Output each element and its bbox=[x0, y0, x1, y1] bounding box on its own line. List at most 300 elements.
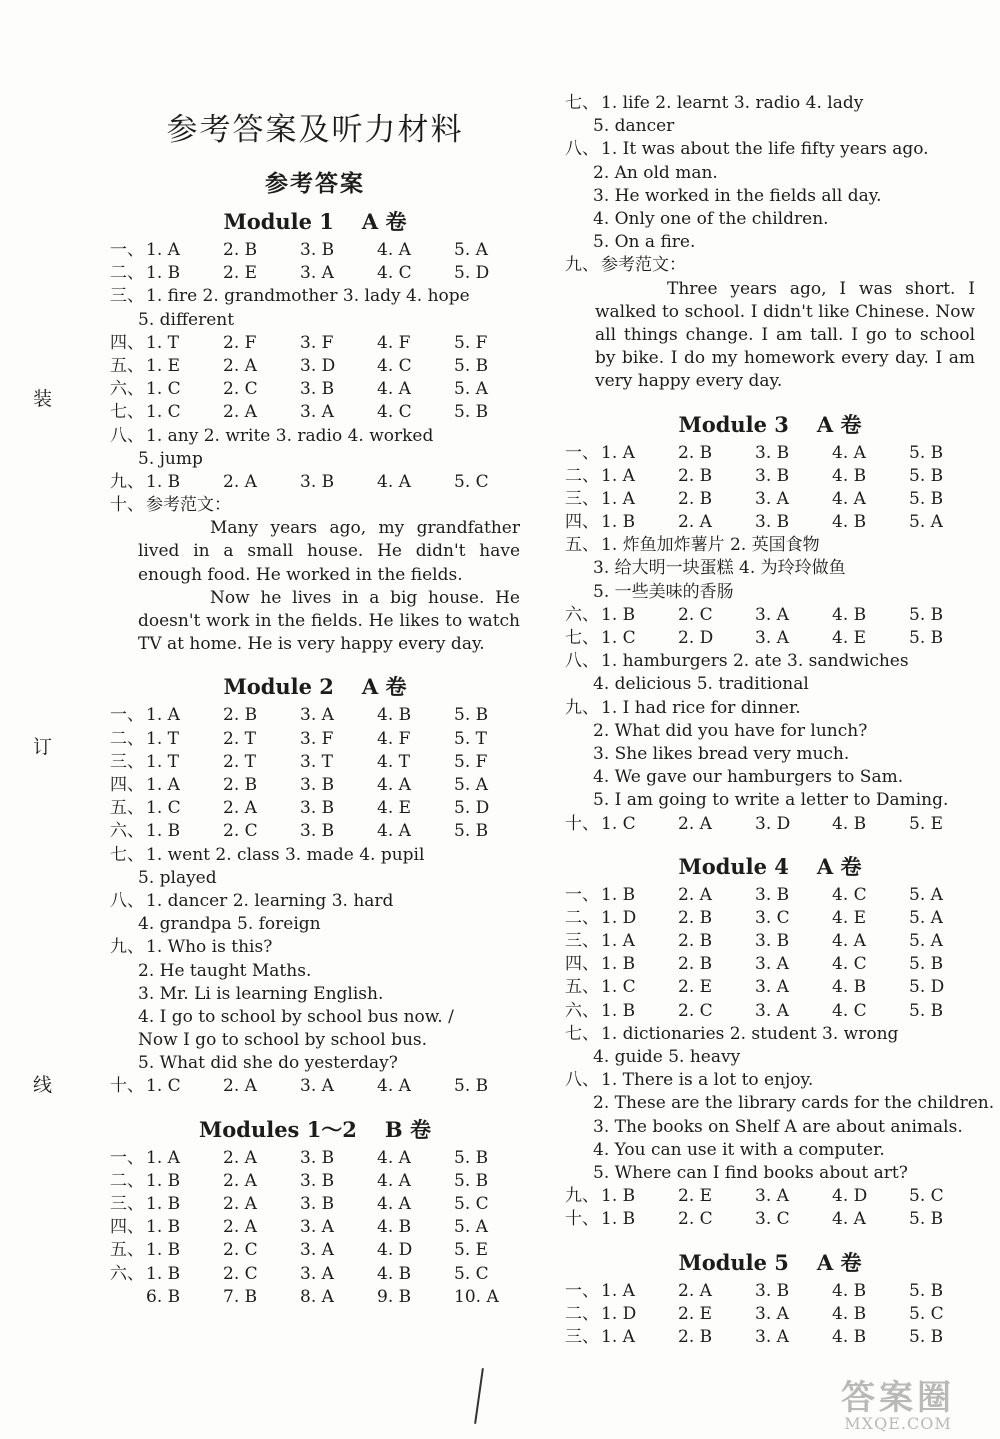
answer-row bbox=[110, 1239, 520, 1262]
answer-cell: 1. A bbox=[146, 705, 180, 726]
answer-line: 3. She likes bread very much. bbox=[593, 743, 850, 764]
answer-line: 5. On a fire. bbox=[593, 232, 696, 253]
answer-text: 1. went 2. class 3. made 4. pupil bbox=[146, 844, 425, 865]
answer-cell: 4. B bbox=[377, 705, 412, 726]
answer-line: 4. delicious 5. traditional bbox=[593, 674, 809, 695]
answer-cell: 4. F bbox=[377, 332, 411, 353]
answer-cell: 2. B bbox=[678, 465, 713, 486]
answer-cell: 2. C bbox=[223, 821, 258, 842]
answer-cell: 4. B bbox=[832, 1303, 867, 1324]
answer-row bbox=[565, 627, 975, 650]
question-number: 八、 bbox=[565, 139, 599, 160]
question-number: 八、 bbox=[110, 425, 144, 446]
answer-line bbox=[565, 254, 975, 277]
question-number: 四、 bbox=[565, 954, 599, 975]
answer-cell: 4. C bbox=[832, 954, 867, 975]
answer-cell: 3. B bbox=[300, 821, 335, 842]
answer-cell: 4. B bbox=[832, 1326, 867, 1347]
answer-cell: 4. A bbox=[832, 488, 866, 509]
answer-row bbox=[110, 797, 520, 820]
answer-cell: 1. A bbox=[146, 240, 180, 260]
answer-cell: 4. B bbox=[832, 512, 867, 533]
answer-line: 4. Only one of the children. bbox=[593, 208, 829, 229]
answer-text: 1. dancer 2. learning 3. hard bbox=[146, 890, 394, 911]
answer-cell: 5. C bbox=[909, 1303, 944, 1324]
answer-cell: 5. A bbox=[909, 931, 943, 952]
answer-row bbox=[110, 378, 520, 401]
answer-line: 5. played bbox=[138, 867, 217, 888]
question-number: 一、 bbox=[565, 442, 599, 463]
question-number: 七、 bbox=[110, 402, 144, 423]
answer-cell: 5. B bbox=[909, 954, 944, 975]
answer-row bbox=[565, 1185, 975, 1208]
answer-text: 1. any 2. write 3. radio 4. worked bbox=[146, 425, 434, 446]
question-number: 十、 bbox=[110, 1076, 144, 1097]
answer-row bbox=[565, 1303, 975, 1326]
question-number: 三、 bbox=[565, 931, 599, 952]
answer-cell: 5. T bbox=[454, 728, 487, 749]
answer-cell: 3. A bbox=[755, 954, 789, 975]
question-number: 二、 bbox=[110, 263, 144, 284]
answer-cell: 5. B bbox=[454, 821, 489, 842]
answer-cell: 7. B bbox=[223, 1286, 258, 1307]
answer-line bbox=[110, 425, 520, 448]
answer-cell: 2. C bbox=[678, 1000, 713, 1021]
question-number: 十、 bbox=[110, 495, 144, 516]
answer-cell: 5. E bbox=[909, 813, 944, 834]
answer-text: 1. Who is this? bbox=[146, 937, 273, 958]
answer-row bbox=[565, 907, 975, 930]
answer-cell: 3. A bbox=[300, 402, 334, 423]
answer-cell: 5. A bbox=[909, 512, 943, 533]
answer-cell: 4. A bbox=[832, 931, 866, 952]
answer-cell: 3. A bbox=[300, 1240, 334, 1261]
answer-cell: 2. A bbox=[223, 1170, 257, 1191]
question-number: 七、 bbox=[110, 844, 144, 865]
paper-volume: A 卷 bbox=[816, 853, 862, 879]
answer-row bbox=[565, 976, 975, 999]
answer-cell: 4. A bbox=[377, 1170, 411, 1191]
answer-row bbox=[110, 401, 520, 424]
answer-cell: 3. F bbox=[300, 332, 334, 353]
answer-line bbox=[565, 92, 975, 115]
answer-cell: 1. B bbox=[601, 954, 636, 975]
answer-cell: 3. B bbox=[300, 1194, 335, 1215]
answer-cell: 1. A bbox=[601, 1280, 635, 1301]
answer-row bbox=[110, 1216, 520, 1239]
answer-cell: 1. B bbox=[146, 1194, 181, 1215]
answer-cell: 4. B bbox=[832, 813, 867, 834]
answer-cell: 2. D bbox=[678, 628, 714, 649]
question-number: 五、 bbox=[565, 977, 599, 998]
answer-cell: 1. T bbox=[146, 728, 179, 749]
answer-line: 5. 一些美味的香肠 bbox=[593, 581, 734, 602]
answer-line: Now I go to school by school bus. bbox=[138, 1030, 428, 1051]
answer-cell: 5. B bbox=[909, 1280, 944, 1301]
answer-cell: 5. A bbox=[454, 379, 488, 400]
right-column bbox=[565, 92, 995, 1349]
answer-cell: 4. A bbox=[377, 379, 411, 400]
answer-row bbox=[110, 820, 520, 843]
answer-row bbox=[110, 471, 520, 494]
answer-line bbox=[565, 697, 975, 720]
answer-line: 2. What did you have for lunch? bbox=[593, 720, 868, 741]
answer-cell: 1. A bbox=[601, 442, 635, 463]
answer-cell: 2. E bbox=[223, 263, 258, 284]
answer-cell: 1. B bbox=[146, 1263, 181, 1284]
question-number: 二、 bbox=[110, 728, 144, 749]
answer-cell: 4. A bbox=[377, 775, 411, 796]
question-number: 六、 bbox=[565, 604, 599, 625]
answer-cell: 2. E bbox=[678, 1186, 713, 1207]
answer-cell: 5. A bbox=[454, 1217, 488, 1238]
answer-cell: 3. B bbox=[300, 471, 335, 492]
answer-cell: 4. B bbox=[832, 977, 867, 998]
answer-line: 5. What did she do yesterday? bbox=[138, 1053, 398, 1074]
answer-cell: 1. T bbox=[146, 332, 179, 353]
answer-row bbox=[110, 774, 520, 797]
question-number: 七、 bbox=[565, 1023, 599, 1044]
answer-line: 5. dancer bbox=[593, 116, 675, 137]
answer-cell: 5. A bbox=[454, 240, 488, 260]
answer-cell: 3. B bbox=[300, 798, 335, 819]
answer-cell: 1. A bbox=[146, 1147, 180, 1168]
answer-cell: 2. A bbox=[678, 884, 712, 905]
answer-cell: 1. C bbox=[146, 798, 181, 819]
answer-line: 5. different bbox=[138, 309, 235, 330]
answer-cell: 4. A bbox=[377, 240, 411, 260]
answer-row bbox=[110, 1263, 520, 1286]
answer-cell: 5. B bbox=[909, 628, 944, 649]
answer-row bbox=[565, 442, 975, 465]
left-column bbox=[110, 205, 520, 1309]
question-number: 六、 bbox=[110, 1263, 144, 1284]
question-number: 二、 bbox=[565, 907, 599, 928]
answer-cell: 5. B bbox=[909, 442, 944, 463]
question-number: 二、 bbox=[565, 465, 599, 486]
answer-cell: 5. B bbox=[454, 355, 489, 376]
answer-cell: 2. A bbox=[223, 1147, 257, 1168]
question-number: 九、 bbox=[565, 255, 599, 276]
answer-row bbox=[565, 1280, 975, 1303]
sample-essay-paragraph: Now he lives in a big house. He doesn't work in the fields. He likes to watch TV at home. He is very happy every day. bbox=[138, 587, 520, 655]
answer-cell: 10. A bbox=[454, 1286, 499, 1307]
answer-cell: 3. B bbox=[300, 379, 335, 400]
answer-cell: 5. F bbox=[454, 751, 488, 772]
answer-line: 5. I am going to write a letter to Daming. bbox=[593, 790, 949, 811]
answer-line bbox=[565, 650, 975, 673]
question-number: 一、 bbox=[110, 705, 144, 726]
answer-line: 3. The books on Shelf A are about animals. bbox=[593, 1116, 963, 1137]
answer-cell: 3. C bbox=[755, 907, 790, 928]
answer-cell: 4. C bbox=[377, 402, 412, 423]
answer-cell: 1. B bbox=[601, 604, 636, 625]
answer-text: 1. There is a lot to enjoy. bbox=[601, 1070, 814, 1091]
question-number bbox=[110, 1286, 146, 1309]
answer-cell: 2. C bbox=[678, 1209, 713, 1230]
question-number: 九、 bbox=[110, 471, 144, 492]
answer-row bbox=[110, 704, 520, 727]
answer-text: 1. I had rice for dinner. bbox=[601, 697, 801, 718]
module-name: Module 4 bbox=[678, 853, 789, 879]
answer-cell: 4. C bbox=[832, 1000, 867, 1021]
question-number: 三、 bbox=[110, 1194, 144, 1215]
answer-cell: 5. B bbox=[909, 1000, 944, 1021]
answer-row bbox=[565, 813, 975, 836]
answer-line: 5. Where can I find books about art? bbox=[593, 1162, 908, 1183]
answer-cell: 5. E bbox=[454, 1240, 489, 1261]
answer-cell: 1. A bbox=[146, 775, 180, 796]
answer-line: 4. You can use it with a computer. bbox=[593, 1139, 885, 1160]
answer-cell: 3. A bbox=[755, 1326, 789, 1347]
binding-mark-xian: 线 bbox=[33, 1074, 53, 1096]
answer-cell: 5. F bbox=[454, 332, 488, 353]
answer-cell: 2. B bbox=[678, 907, 713, 928]
question-number: 七、 bbox=[565, 93, 599, 113]
question-number: 一、 bbox=[110, 1147, 144, 1168]
pen-stroke-mark bbox=[474, 1368, 484, 1424]
answer-text: 1. hamburgers 2. ate 3. sandwiches bbox=[601, 651, 909, 672]
answer-cell: 2. B bbox=[678, 488, 713, 509]
answer-row bbox=[110, 239, 520, 262]
answer-line bbox=[565, 138, 975, 161]
answer-cell: 4. B bbox=[377, 1263, 412, 1284]
answer-row bbox=[565, 930, 975, 953]
answer-cell: 1. D bbox=[601, 1303, 637, 1324]
question-number: 一、 bbox=[110, 240, 144, 260]
module-name: Modules 1～2 bbox=[199, 1116, 357, 1142]
page-subtitle: 参考答案 bbox=[265, 170, 365, 197]
question-number: 四、 bbox=[565, 512, 599, 533]
answer-cell: 3. B bbox=[755, 465, 790, 486]
answer-cell: 1. B bbox=[601, 1186, 636, 1207]
answer-line: 4. grandpa 5. foreign bbox=[138, 914, 321, 935]
question-number: 五、 bbox=[110, 798, 144, 819]
answer-cell: 1. C bbox=[601, 813, 636, 834]
answer-cell: 4. B bbox=[832, 465, 867, 486]
answer-line: 4. I go to school by school bus now. / bbox=[138, 1006, 454, 1027]
answer-cell: 1. B bbox=[601, 512, 636, 533]
answer-row bbox=[110, 751, 520, 774]
answer-cell: 3. B bbox=[300, 1147, 335, 1168]
module-heading bbox=[110, 1113, 520, 1147]
question-number: 九、 bbox=[565, 1186, 599, 1207]
answer-cell: 1. A bbox=[601, 465, 635, 486]
binding-mark-zhuang: 装 bbox=[33, 388, 53, 410]
module-name: Module 1 bbox=[223, 209, 334, 234]
answer-cell: 2. A bbox=[223, 798, 257, 819]
answer-cell: 2. A bbox=[678, 1280, 712, 1301]
answer-cell: 3. A bbox=[300, 1076, 334, 1097]
answer-cell: 4. C bbox=[832, 884, 867, 905]
answer-cell: 2. B bbox=[678, 931, 713, 952]
answer-cell: 3. A bbox=[300, 705, 334, 726]
answer-line bbox=[110, 494, 520, 517]
answer-row bbox=[110, 262, 520, 285]
answer-row bbox=[110, 1286, 520, 1309]
answer-cell: 3. B bbox=[755, 884, 790, 905]
answer-cell: 5. B bbox=[909, 488, 944, 509]
watermark-text: 答案圈 bbox=[841, 1378, 955, 1418]
watermark-url: MXQE.COM bbox=[844, 1414, 952, 1433]
page-title: 参考答案及听力材料 bbox=[166, 112, 464, 148]
answer-cell: 3. A bbox=[755, 1303, 789, 1324]
answer-cell: 5. D bbox=[454, 263, 490, 284]
answer-cell: 1. A bbox=[601, 1326, 635, 1347]
answer-cell: 4. B bbox=[832, 1280, 867, 1301]
module-heading bbox=[110, 205, 520, 239]
answer-cell: 2. B bbox=[678, 442, 713, 463]
answer-cell: 5. D bbox=[454, 798, 490, 819]
answer-text: 参考范文： bbox=[146, 495, 231, 516]
answer-line bbox=[110, 285, 520, 308]
answer-cell: 5. A bbox=[909, 884, 943, 905]
question-number: 九、 bbox=[110, 937, 144, 958]
answer-cell: 1. B bbox=[146, 1240, 181, 1261]
answer-cell: 3. A bbox=[300, 1263, 334, 1284]
paper-volume: A 卷 bbox=[816, 1249, 862, 1275]
question-number: 三、 bbox=[110, 751, 144, 772]
answer-row bbox=[565, 511, 975, 534]
answer-cell: 2. A bbox=[223, 1076, 257, 1097]
answer-cell: 5. A bbox=[909, 907, 943, 928]
answer-cell: 2. C bbox=[678, 604, 713, 625]
question-number: 五、 bbox=[110, 355, 144, 376]
answer-cell: 3. B bbox=[300, 775, 335, 796]
answer-cell: 3. D bbox=[300, 355, 336, 376]
question-number: 四、 bbox=[110, 1217, 144, 1238]
answer-line bbox=[110, 890, 520, 913]
answer-cell: 5. B bbox=[909, 604, 944, 625]
answer-cell: 4. A bbox=[377, 1194, 411, 1215]
answer-cell: 3. A bbox=[300, 263, 334, 284]
answer-cell: 2. T bbox=[223, 751, 256, 772]
answer-cell: 2. A bbox=[678, 512, 712, 533]
sample-essay-paragraph: Three years ago, I was short. I walked to school. I didn't like Chinese. Now all things change. I am tall. I go to school by bike. I do my homework every day. I am very happy every day. bbox=[595, 278, 975, 392]
module-name: Module 3 bbox=[678, 411, 789, 437]
answer-cell: 1. C bbox=[146, 1076, 181, 1097]
question-number: 六、 bbox=[565, 1000, 599, 1021]
answer-cell: 3. B bbox=[755, 512, 790, 533]
answer-cell: 3. C bbox=[755, 1209, 790, 1230]
answer-line: 4. guide 5. heavy bbox=[593, 1047, 741, 1068]
answer-cell: 4. A bbox=[377, 821, 411, 842]
question-number: 八、 bbox=[565, 1070, 599, 1091]
answer-cell: 2. A bbox=[223, 402, 257, 423]
answer-cell: 4. D bbox=[377, 1240, 413, 1261]
answer-cell: 2. A bbox=[223, 1217, 257, 1238]
answer-cell: 2. C bbox=[223, 1263, 258, 1284]
answer-cell: 1. B bbox=[146, 471, 181, 492]
answer-row bbox=[110, 1170, 520, 1193]
answer-cell: 2. B bbox=[223, 705, 258, 726]
answer-text: 参考范文： bbox=[601, 255, 686, 276]
answer-row bbox=[110, 1193, 520, 1216]
answer-cell: 5. D bbox=[909, 977, 945, 998]
answer-cell: 2. B bbox=[678, 1326, 713, 1347]
answer-line: 5. jump bbox=[138, 448, 203, 469]
answer-text: 1. fire 2. grandmother 3. lady 4. hope bbox=[146, 286, 470, 307]
paper-volume: A 卷 bbox=[361, 674, 407, 700]
answer-cell: 5. B bbox=[454, 1147, 489, 1168]
question-number: 七、 bbox=[565, 628, 599, 649]
module-heading bbox=[565, 1246, 975, 1280]
answer-line: 3. 给大明一块蛋糕 4. 为玲玲做鱼 bbox=[593, 558, 846, 579]
answer-cell: 2. E bbox=[678, 977, 713, 998]
answer-cell: 4. A bbox=[377, 1147, 411, 1168]
question-number: 四、 bbox=[110, 775, 144, 796]
answer-cell: 1. B bbox=[146, 1217, 181, 1238]
answer-row bbox=[565, 1208, 975, 1231]
question-number: 六、 bbox=[110, 821, 144, 842]
answer-cell: 5. B bbox=[454, 402, 489, 423]
answer-cell: 2. A bbox=[678, 813, 712, 834]
answer-cell: 4. F bbox=[377, 728, 411, 749]
answer-cell: 4. C bbox=[377, 355, 412, 376]
answer-cell: 1. C bbox=[146, 402, 181, 423]
answer-cell: 2. A bbox=[223, 355, 257, 376]
question-number: 二、 bbox=[565, 1303, 599, 1324]
answer-line: 2. He taught Maths. bbox=[138, 960, 312, 981]
answer-cell: 2. B bbox=[678, 954, 713, 975]
answer-row bbox=[565, 465, 975, 488]
answer-cell: 3. A bbox=[300, 1217, 334, 1238]
answer-cell: 5. B bbox=[909, 465, 944, 486]
answer-row bbox=[110, 1075, 520, 1098]
answer-line: 2. An old man. bbox=[593, 162, 718, 183]
module-name: Module 2 bbox=[223, 674, 334, 700]
answer-row bbox=[565, 953, 975, 976]
answer-cell: 2. A bbox=[223, 471, 257, 492]
answer-cell: 5. B bbox=[454, 1170, 489, 1191]
question-number: 二、 bbox=[110, 1170, 144, 1191]
answer-cell: 4. T bbox=[377, 751, 410, 772]
answer-line: 3. He worked in the fields all day. bbox=[593, 185, 882, 206]
answer-cell: 4. A bbox=[377, 471, 411, 492]
answer-cell: 5. C bbox=[909, 1186, 944, 1207]
question-number: 八、 bbox=[565, 651, 599, 672]
answer-row bbox=[110, 332, 520, 355]
answer-cell: 4. B bbox=[377, 1217, 412, 1238]
question-number: 八、 bbox=[110, 890, 144, 911]
watermark-logo bbox=[808, 1380, 988, 1432]
answer-cell: 4. E bbox=[832, 907, 867, 928]
answer-line bbox=[565, 1023, 975, 1046]
answer-cell: 3. B bbox=[300, 240, 335, 260]
answer-line: 4. We gave our hamburgers to Sam. bbox=[593, 767, 904, 788]
module-heading bbox=[565, 408, 975, 442]
answer-cell: 3. A bbox=[755, 488, 789, 509]
answer-cell: 9. B bbox=[377, 1286, 412, 1307]
answer-cell: 4. E bbox=[832, 628, 867, 649]
module-heading bbox=[110, 670, 520, 704]
answer-row bbox=[110, 355, 520, 378]
answer-line bbox=[565, 1069, 975, 1092]
answer-cell: 3. B bbox=[755, 931, 790, 952]
answer-cell: 5. B bbox=[454, 705, 489, 726]
answer-cell: 3. A bbox=[755, 604, 789, 625]
answer-cell: 5. C bbox=[454, 471, 489, 492]
paper-volume: A 卷 bbox=[816, 411, 862, 437]
answer-line: 3. Mr. Li is learning English. bbox=[138, 983, 384, 1004]
answer-row bbox=[565, 488, 975, 511]
answer-text: 1. 炸鱼加炸薯片 2. 英国食物 bbox=[601, 535, 820, 556]
answer-cell: 4. D bbox=[832, 1186, 868, 1207]
paper-volume: A 卷 bbox=[361, 209, 407, 234]
answer-cell: 2. B bbox=[223, 240, 258, 260]
question-number: 三、 bbox=[565, 488, 599, 509]
paper-volume: B 卷 bbox=[384, 1116, 431, 1142]
